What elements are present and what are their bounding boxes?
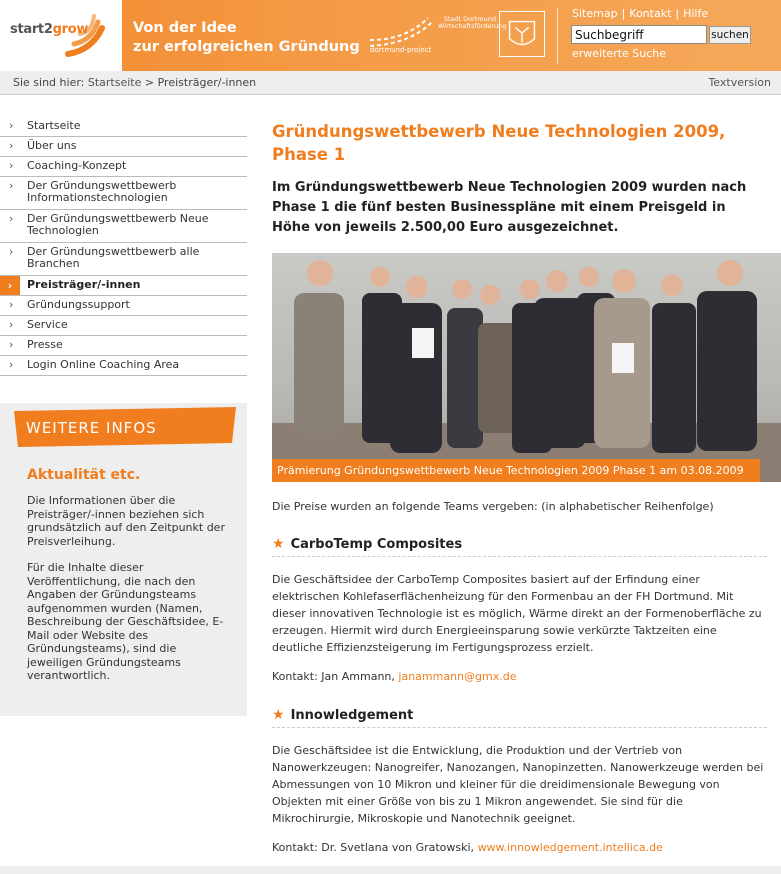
chevron-right-icon: › <box>9 119 14 132</box>
search-input[interactable] <box>571 25 707 44</box>
logo[interactable] <box>0 0 122 71</box>
sidebar-item-startseite[interactable]: › Startseite <box>0 117 247 137</box>
photo-caption: Prämierung Gründungswettbewerb Neue Technologien 2009 Phase 1 am 03.08.2009 <box>272 459 760 482</box>
sitemap-link[interactable]: Sitemap <box>572 7 618 20</box>
team-heading: ★ Innowledgement <box>272 707 767 728</box>
search-button[interactable]: suchen <box>709 26 751 44</box>
chevron-right-icon: › <box>9 139 14 152</box>
info-title: Aktualität etc. <box>27 467 141 483</box>
dortmund-project-label: dortmund-project <box>370 46 432 54</box>
dortmund-eagle-crest-icon <box>499 11 545 57</box>
team-contact-website-link[interactable]: www.innowledgement.intellica.de <box>477 841 663 854</box>
chevron-right-icon: › <box>9 318 14 331</box>
sidebar-item-preistraeger[interactable]: › Preisträger/-innen <box>0 276 247 296</box>
info-text: Die Informationen über die Preisträger/-innen beziehen sich grundsätzlich auf den Zeitpunkt der Preisverleihung. Für die Inhalte dieser Veröffentlichung, die nach den Angaben der Gründungsteams aufgenommen wurden (Namen, Beschreibung der Geschäftsidee, E-Mail oder Website des Gründungsteams), sind die jeweiligen Gründungsteams verantwortlich. <box>27 494 225 682</box>
team-contact-email-link[interactable]: janammann@gmx.de <box>398 670 517 683</box>
header-divider <box>557 8 558 64</box>
team-innowledgement <box>272 707 767 854</box>
hilfe-link[interactable]: Hilfe <box>683 7 709 20</box>
breadcrumb-home-link[interactable]: Startseite <box>87 76 142 89</box>
chevron-right-icon: › <box>9 245 14 258</box>
chevron-right-icon: › <box>0 276 20 295</box>
sidebar-item-presse[interactable]: › Presse <box>0 336 247 356</box>
star-icon: ★ <box>272 536 285 552</box>
awards-intro-text: Die Preise wurden an folgende Teams vergeben: (in alphabetischer Reihenfolge) <box>272 500 714 513</box>
chevron-right-icon: › <box>9 212 14 225</box>
sidebar-nav <box>0 117 247 376</box>
site-header <box>0 0 781 71</box>
chevron-right-icon: › <box>9 179 14 192</box>
site-claim: Von der Idee zur erfolgreichen Gründung <box>133 20 360 55</box>
advanced-search-link[interactable]: erweiterte Suche <box>572 47 667 60</box>
breadcrumb-current: Preisträger/-innen <box>157 76 257 89</box>
team-contact: Kontakt: Jan Ammann, janammann@gmx.de <box>272 670 517 683</box>
chevron-right-icon: › <box>9 159 14 172</box>
sidebar-item-wettbewerb-it[interactable]: › Der Gründungswettbewerb Informationstechnologien <box>0 177 247 210</box>
team-carbotemp <box>272 536 767 683</box>
sidebar-item-gruendungssupport[interactable]: › Gründungssupport <box>0 296 247 316</box>
award-photo <box>272 253 781 482</box>
chevron-right-icon: › <box>9 338 14 351</box>
weitere-infos-label: WEITERE INFOS <box>26 419 157 437</box>
breadcrumb-bar <box>0 71 781 95</box>
sidebar-item-coaching-konzept[interactable]: › Coaching-Konzept <box>0 157 247 177</box>
stadt-dortmund-label: Stadt Dortmund Wirtschaftsförderung <box>438 15 507 30</box>
textversion-link[interactable]: Textversion <box>708 76 771 89</box>
breadcrumb: Sie sind hier: Startseite > Preisträger/-innen <box>13 76 257 89</box>
team-description: Die Geschäftsidee der CarboTemp Composites basiert auf der Erfindung einer elektrischen Kohlefaserflächenheizung für den Formenbau an der FH Dortmund. Mit dieser innovativen Technologie ist es möglich, Wärme direkt an der Formenoberfläche zu erzeugen. Hiermit wird durch Energieeinsparung sowie verkürzte Taktzeiten eine deutliche Effizienzsteigerung im Fertigungsprozess erzielt. <box>272 573 762 654</box>
page-title: Gründungswettbewerb Neue Technologien 2009, Phase 1 <box>272 122 726 164</box>
main-content <box>272 120 767 238</box>
chevron-right-icon: › <box>9 358 14 371</box>
star-icon: ★ <box>272 707 285 723</box>
intro-text: Im Gründungswettbewerb Neue Technologien 2009 wurden nach Phase 1 die fünf besten Businesspläne mit einem Preisgeld in Höhe von jeweils 2.500,00 Euro ausgezeichnet. <box>272 180 747 235</box>
page-bottom-bar <box>0 866 781 874</box>
sidebar-item-login-coaching[interactable]: › Login Online Coaching Area <box>0 356 247 376</box>
team-contact: Kontakt: Dr. Svetlana von Gratowski, www.innowledgement.intellica.de <box>272 841 663 854</box>
sidebar-item-ueber-uns[interactable]: › Über uns <box>0 137 247 157</box>
team-heading: ★ CarboTemp Composites <box>272 536 767 557</box>
team-description: Die Geschäftsidee ist die Entwicklung, die Produktion und der Vertrieb von Nanowerkzeugen: Nanogreifer, Nanozangen, Nanopinzetten. Nanowerkzeuge werden bei Abmessungen von 10 Mikron und kleiner für die dreidimensionale Bewegung von Objekten mit einer Größe von bis zu 1 Mikron angewendet. Sie sind für die Mikrochirurgie, Mikroskopie und Nanotechnik geeignet. <box>272 744 764 825</box>
chevron-right-icon: › <box>9 298 14 311</box>
sidebar-item-wettbewerb-alle-branchen[interactable]: › Der Gründungswettbewerb alle Branchen <box>0 243 247 276</box>
sidebar-item-service[interactable]: › Service <box>0 316 247 336</box>
logo-text: start2grow <box>10 22 89 37</box>
top-links: Sitemap | Kontakt | Hilfe <box>572 7 709 20</box>
group-photo-illustration <box>272 253 781 482</box>
kontakt-link[interactable]: Kontakt <box>629 7 672 20</box>
sidebar-item-wettbewerb-neue-technologien[interactable]: › Der Gründungswettbewerb Neue Technologien <box>0 210 247 243</box>
weitere-infos-banner <box>12 405 238 447</box>
